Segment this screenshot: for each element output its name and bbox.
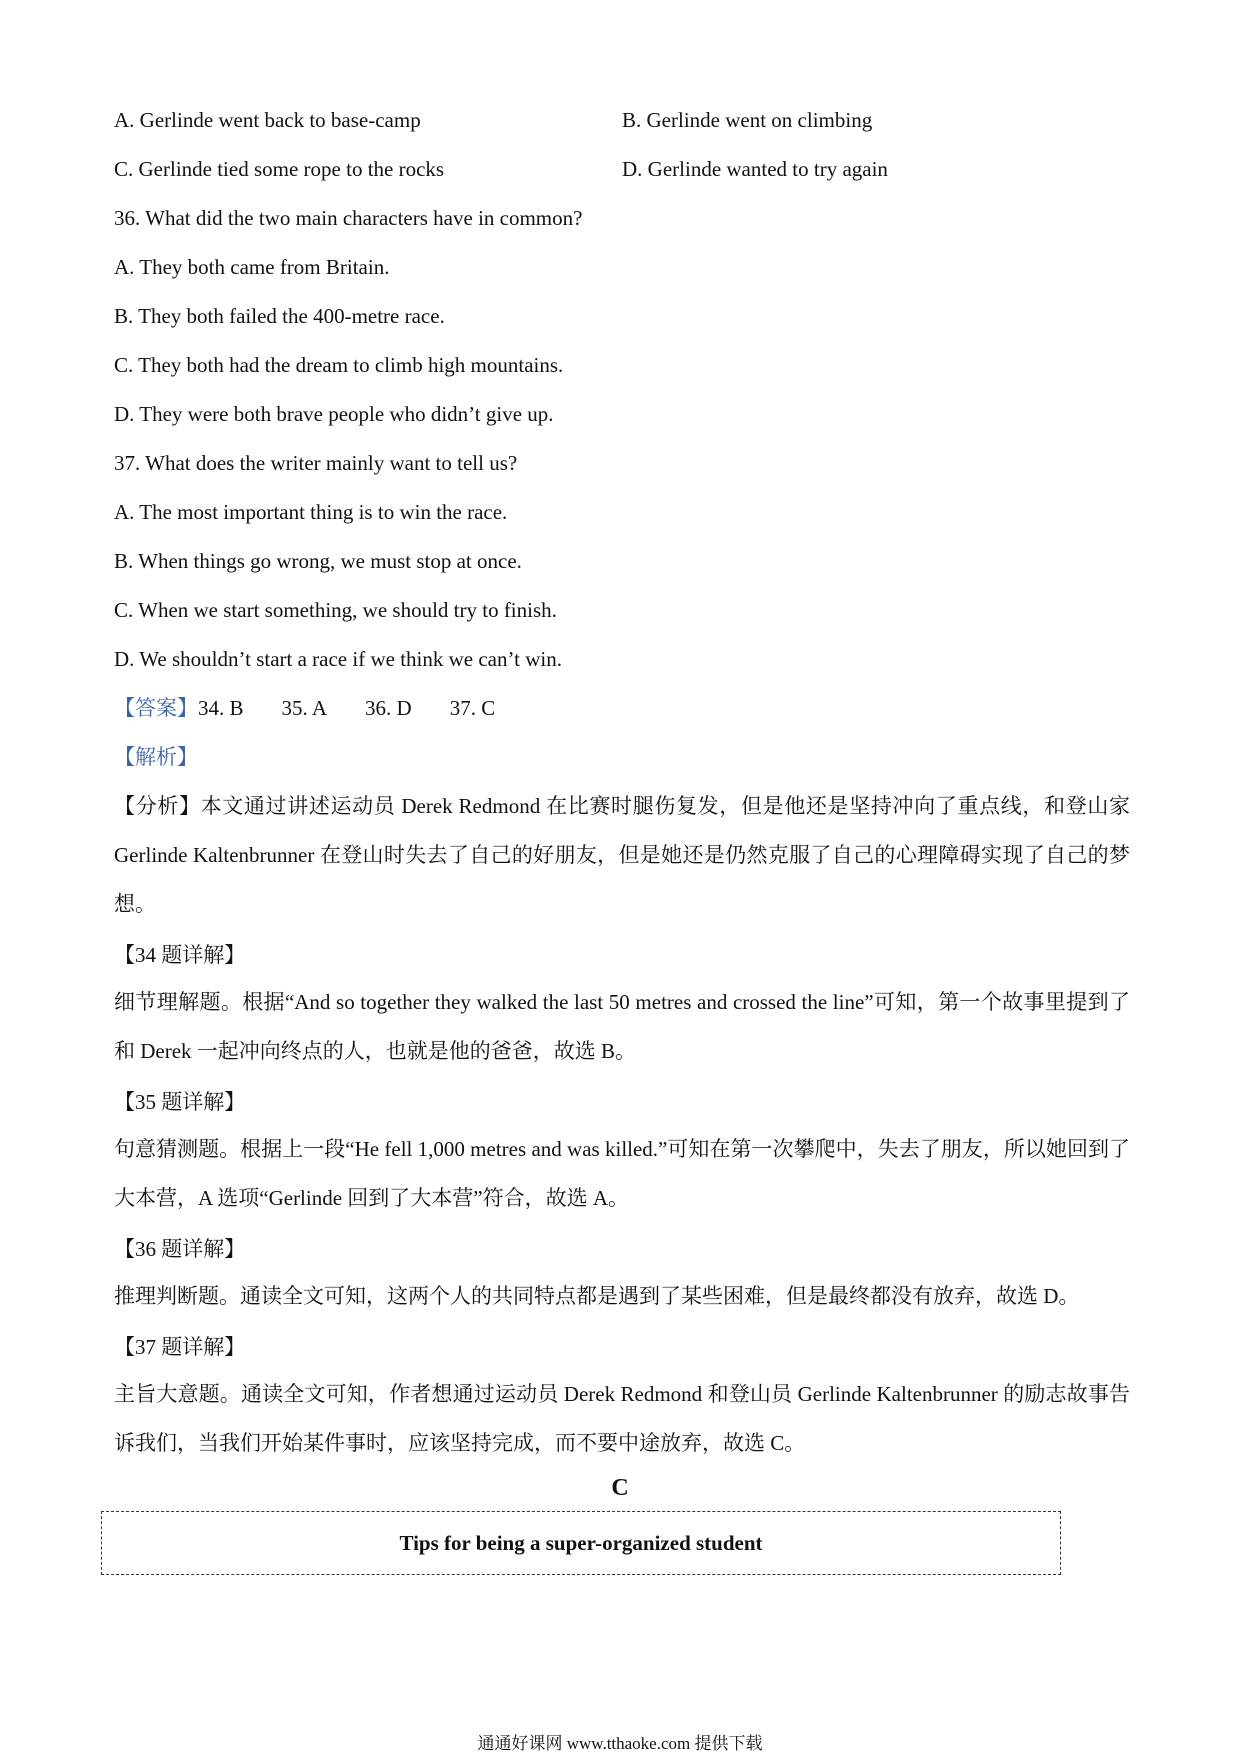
q36-explanation: 推理判断题。通读全文可知，这两个人的共同特点都是遇到了某些困难，但是最终都没有放弃，故选 D。 bbox=[114, 1284, 1080, 1308]
q37-option-b: B. When things go wrong, we must stop at once. bbox=[114, 549, 522, 573]
q36-option-c: C. They both had the dream to climb high mountains. bbox=[114, 353, 564, 377]
q36-option-d: D. They were both brave people who didn’t give up. bbox=[114, 402, 554, 426]
q37-explanation: 主旨大意题。通读全文可知，作者想通过运动员 Derek Redmond 和登山员 Gerlinde Kaltenbrunner 的励志故事告诉我们，当我们开始某件事时，应该坚持完成，而不要中途放弃，故选 C。 bbox=[114, 1382, 1130, 1455]
q37-heading: 【37 题详解】 bbox=[114, 1335, 246, 1359]
q35-option-d: D. Gerlinde wanted to try again bbox=[622, 157, 888, 181]
answer-line bbox=[114, 693, 495, 723]
q37-option-c: C. When we start something, we should try to finish. bbox=[114, 598, 557, 622]
q35-option-c: C. Gerlinde tied some rope to the rocks bbox=[114, 157, 445, 181]
q35-heading: 【35 题详解】 bbox=[114, 1090, 246, 1114]
tips-title: Tips for being a super-organized student bbox=[399, 1530, 763, 1555]
q34-explanation: 细节理解题。根据“And so together they walked the last 50 metres and crossed the line”可知，第一个故事里提到了和 Derek 一起冲向终点的人，也就是他的爸爸，故选 B。 bbox=[114, 990, 1130, 1063]
q36-question: 36. What did the two main characters have in common? bbox=[114, 206, 583, 230]
analysis-tag: 【解析】 bbox=[114, 745, 198, 769]
section-letter: C bbox=[611, 1475, 629, 1501]
answer-item: 35. A bbox=[281, 696, 328, 720]
tips-title-box bbox=[101, 1511, 1061, 1575]
q37-question: 37. What does the writer mainly want to tell us? bbox=[114, 451, 518, 475]
q35-option-a: A. Gerlinde went back to base-camp bbox=[114, 108, 421, 132]
q37-option-d: D. We shouldn’t start a race if we think we can’t win. bbox=[114, 647, 562, 671]
q35-option-b: B. Gerlinde went on climbing bbox=[622, 108, 873, 132]
q36-heading: 【36 题详解】 bbox=[114, 1237, 246, 1261]
analysis-overview: 【分析】本文通过讲述运动员 Derek Redmond 在比赛时腿伤复发，但是他还是坚持冲向了重点线，和登山家 Gerlinde Kaltenbrunner 在登山时失去了自己的好朋友，但是她还是仍然克服了自己的心理障碍实现了自己的梦想。 bbox=[114, 794, 1130, 916]
answer-item: 36. D bbox=[365, 696, 412, 720]
q36-option-b: B. They both failed the 400-metre race. bbox=[114, 304, 445, 328]
answer-tag: 【答案】 bbox=[114, 696, 198, 720]
answer-item: 37. C bbox=[449, 696, 496, 720]
q34-heading: 【34 题详解】 bbox=[114, 943, 246, 967]
answer-item: 34. B bbox=[198, 696, 244, 720]
q35-explanation: 句意猜测题。根据上一段“He fell 1,000 metres and was killed.”可知在第一次攀爬中，失去了朋友，所以她回到了大本营，A 选项“Gerlinde 回到了大本营”符合，故选 A。 bbox=[114, 1137, 1130, 1210]
q37-option-a: A. The most important thing is to win the race. bbox=[114, 500, 508, 524]
q36-option-a: A. They both came from Britain. bbox=[114, 255, 390, 279]
page-footer: 通通好课网 www.tthaoke.com 提供下载 bbox=[477, 1734, 763, 1753]
